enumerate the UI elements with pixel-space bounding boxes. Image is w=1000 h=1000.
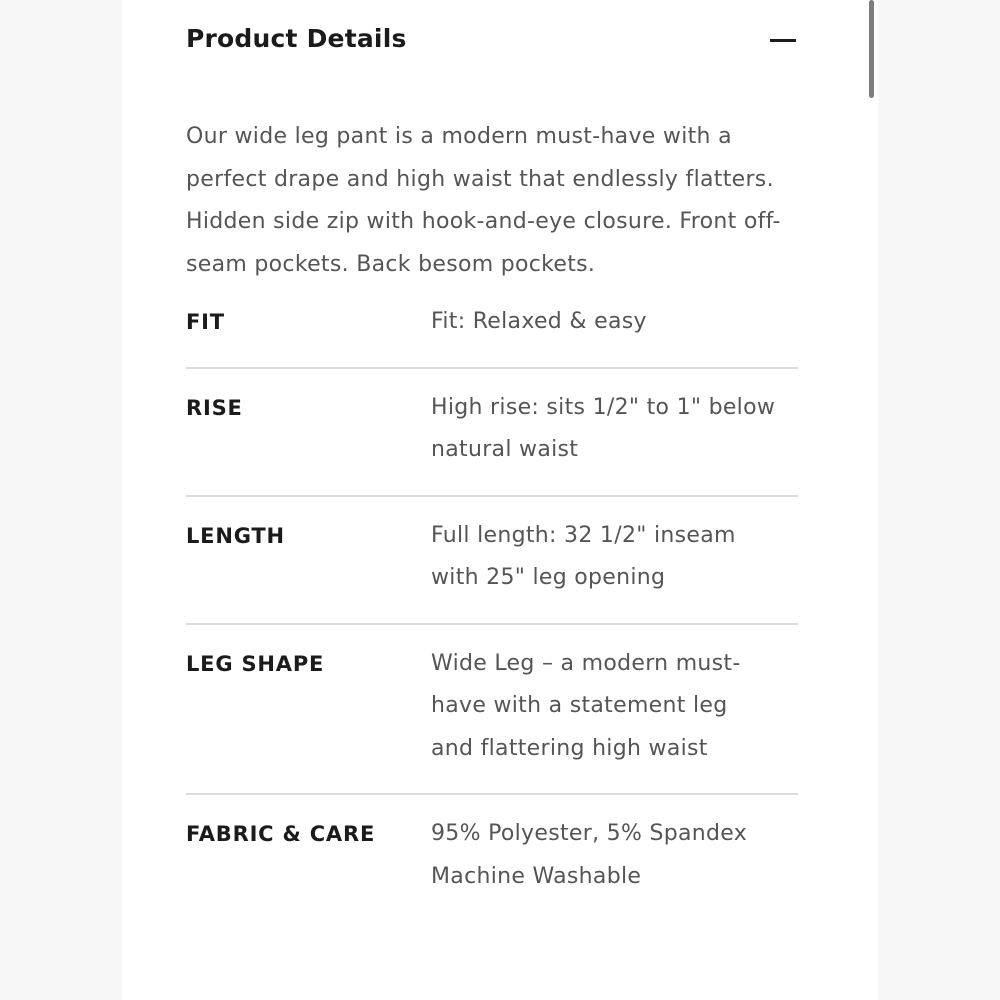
- spec-value-line: and flattering high waist: [431, 735, 708, 761]
- spec-value-line: Wide Leg – a modern must-: [431, 650, 741, 676]
- spec-value-line: Fit: Relaxed & easy: [431, 309, 647, 334]
- spec-row-fit: [186, 311, 798, 369]
- spec-value-line: Full length: 32 1/2" inseam: [431, 522, 736, 548]
- spec-value: [431, 387, 798, 472]
- spec-value-line: with 25" leg opening: [431, 565, 666, 590]
- product-details-header[interactable]: [186, 0, 798, 84]
- spec-table: [186, 311, 798, 921]
- spec-value: [431, 301, 798, 344]
- spec-label: LENGTH: [186, 523, 285, 548]
- spec-value: [431, 813, 798, 898]
- spec-value: [431, 515, 798, 600]
- spec-value-line: High rise: sits 1/2" to 1" below: [431, 394, 776, 420]
- spec-value-line: have with a statement leg: [431, 693, 728, 718]
- product-details-panel: [186, 0, 798, 949]
- product-description: Our wide leg pant is a modern must-have with a perfect drape and high waist that endlessly flatters. Hidden side zip with hook-and-eye closure. Front off-seam pockets. Back besom pockets.: [186, 124, 781, 277]
- spec-label: LEG SHAPE: [186, 651, 325, 676]
- spec-label: RISE: [186, 395, 243, 420]
- collapse-button[interactable]: [768, 25, 798, 55]
- scrollbar-thumb[interactable]: [869, 0, 874, 98]
- spec-row-fabric-care: [186, 823, 798, 921]
- spec-value: [431, 643, 798, 771]
- section-title: Product Details: [186, 24, 407, 53]
- minus-icon: [770, 39, 796, 42]
- spec-label: FABRIC & CARE: [186, 822, 376, 846]
- spec-row-rise: [186, 394, 798, 497]
- spec-value-line: natural waist: [431, 437, 579, 462]
- spec-value-line: Machine Washable: [431, 863, 642, 889]
- spec-row-length: [186, 522, 798, 625]
- spec-value-line: 95% Polyester, 5% Spandex: [431, 821, 748, 846]
- spec-label: FIT: [186, 310, 225, 334]
- spec-row-leg-shape: [186, 650, 798, 796]
